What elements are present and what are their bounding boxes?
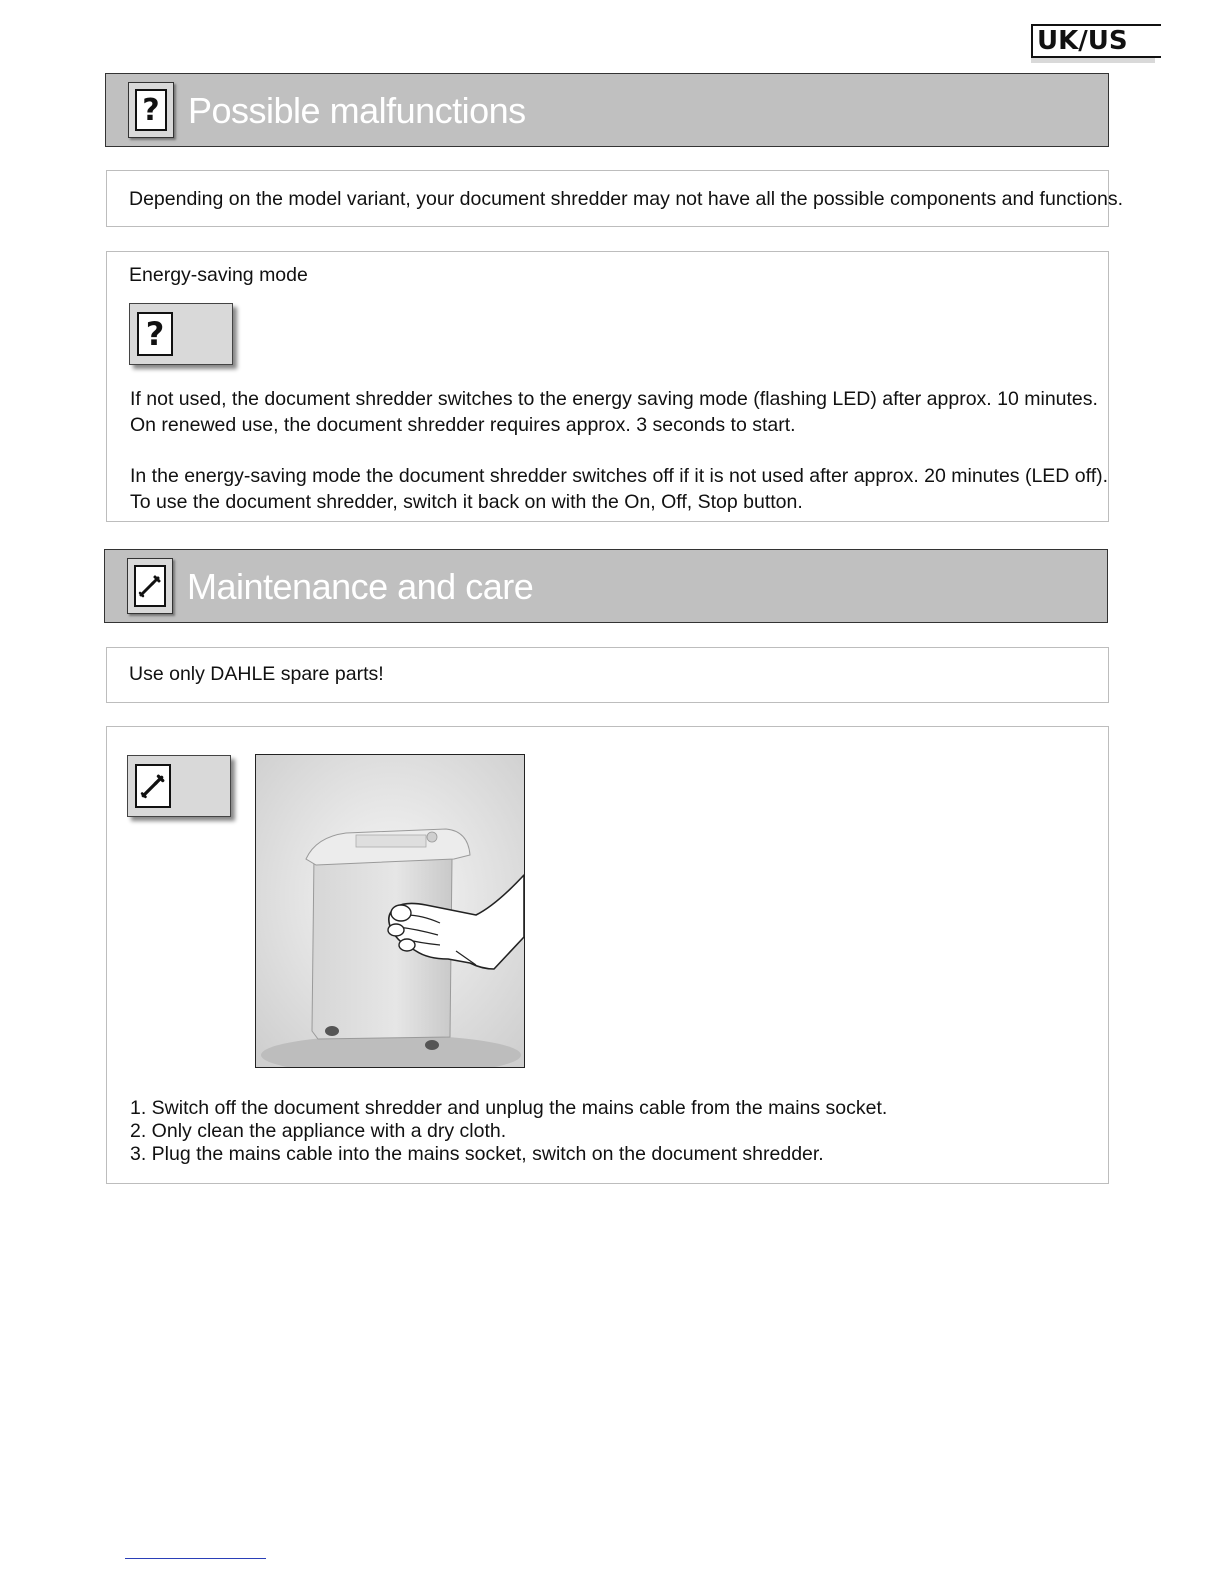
spare-parts-note-text: Use only DAHLE spare parts! bbox=[129, 663, 384, 685]
energy-saving-paragraph-1 bbox=[130, 386, 1098, 438]
energy-line-1: If not used, the document shredder switches to the energy saving mode (flashing LED) after approx. 10 minutes. bbox=[130, 388, 1098, 410]
care-steps-list bbox=[130, 1097, 887, 1166]
maintenance-header bbox=[104, 549, 1108, 623]
language-badge: UK/US bbox=[1031, 24, 1161, 58]
energy-line-4: To use the document shredder, switch it back on with the On, Off, Stop button. bbox=[130, 491, 803, 513]
variant-note-text: Depending on the model variant, your document shredder may not have all the possible components and functions. bbox=[129, 188, 1124, 210]
variant-note-box bbox=[106, 170, 1124, 227]
shredder-cleaning-illustration bbox=[255, 754, 525, 1068]
footer-link-underline bbox=[125, 1558, 266, 1559]
care-box bbox=[106, 726, 1109, 1184]
energy-line-2: On renewed use, the document shredder requires approx. 3 seconds to start. bbox=[130, 414, 796, 436]
wrench-icon bbox=[127, 558, 173, 614]
question-mark-icon: ? bbox=[129, 303, 233, 365]
question-mark-icon: ? bbox=[128, 82, 174, 138]
energy-saving-box bbox=[106, 251, 1109, 522]
energy-line-3: In the energy-saving mode the document shredder switches off if it is not used after approx. 20 minutes (LED off). bbox=[130, 465, 1109, 487]
care-step-1: 1. Switch off the document shredder and unplug the mains cable from the mains socket. bbox=[130, 1097, 888, 1119]
care-step-2: 2. Only clean the appliance with a dry cloth. bbox=[130, 1120, 507, 1142]
energy-saving-heading: Energy-saving mode bbox=[129, 264, 308, 286]
spare-parts-note-box bbox=[106, 647, 1109, 703]
maintenance-title: Maintenance and care bbox=[187, 566, 534, 607]
energy-saving-paragraph-2 bbox=[130, 463, 1108, 515]
malfunctions-title: Possible malfunctions bbox=[188, 90, 526, 131]
malfunctions-header bbox=[105, 73, 1109, 147]
care-step-3: 3. Plug the mains cable into the mains socket, switch on the document shredder. bbox=[130, 1143, 824, 1165]
wrench-icon bbox=[127, 755, 231, 817]
